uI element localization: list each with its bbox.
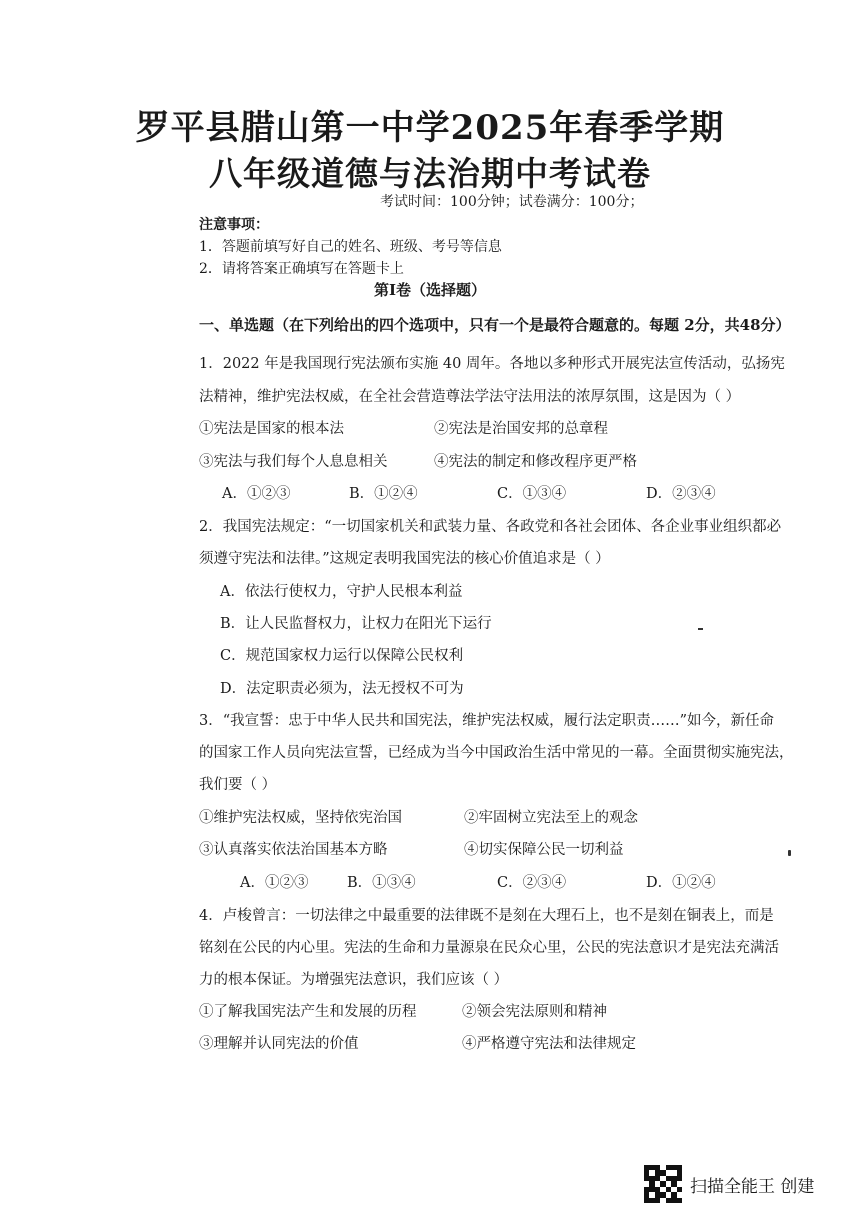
exam-title-line2: 八年级道德与法治期中考试卷 xyxy=(209,154,651,193)
exam-title-line1: 罗平县腊山第一中学2025年春季学期 xyxy=(135,108,725,148)
question-3-stem: 我们要（ ） xyxy=(199,777,277,793)
question-3-statement: ②牢固树立宪法至上的观念 xyxy=(464,810,638,826)
question-1-stem: 1．2022 年是我国现行宪法颁布实施 40 周年。各地以多种形式开展宪法宣传活动，弘扬宪 xyxy=(199,356,785,372)
question-3-choice-a: A．①②③ xyxy=(240,875,309,891)
question-3-statement: ①维护宪法权威，坚持依宪治国 xyxy=(199,810,402,826)
question-2-stem: 2．我国宪法规定：“一切国家机关和武装力量、各政党和各社会团体、各企业事业组织都必 xyxy=(199,519,782,535)
question-2-stem: 须遵守宪法和法律。”这规定表明我国宪法的核心价值追求是（ ） xyxy=(199,551,610,567)
question-1-stem: 法精神，维护宪法权威，在全社会营造尊法学法守法用法的浓厚氛围，这是因为（ ） xyxy=(199,389,741,405)
section-title: 第Ⅰ卷（选择题） xyxy=(373,281,487,299)
scanner-watermark xyxy=(644,1164,814,1204)
question-4-statement: ①了解我国宪法产生和发展的历程 xyxy=(199,1004,417,1020)
question-1-choice-b: B．①②④ xyxy=(349,486,418,502)
note-item: 1．答题前填写好自己的姓名、班级、考号等信息 xyxy=(199,239,502,255)
question-2-choice-c: C．规范国家权力运行以保障公民权利 xyxy=(220,648,464,664)
question-1-statement: ③宪法与我们每个人息息相关 xyxy=(199,454,388,470)
question-4-statement: ②领会宪法原则和精神 xyxy=(462,1004,607,1020)
question-4-statement: ③理解并认同宪法的价值 xyxy=(199,1036,359,1052)
watermark-text: 扫描全能王 创建 xyxy=(690,1176,815,1197)
question-1-statement: ④宪法的制定和修改程序更严格 xyxy=(434,454,637,470)
question-4-statement: ④严格遵守宪法和法律规定 xyxy=(462,1036,636,1052)
scan-speck xyxy=(698,628,703,630)
question-1-statement: ②宪法是治国安邦的总章程 xyxy=(434,421,608,437)
part-heading: 一、单选题（在下列给出的四个选项中，只有一个是最符合题意的。每题 2分，共48分） xyxy=(199,316,791,334)
question-1-choice-c: C．①③④ xyxy=(497,486,567,502)
question-1-choice-a: A．①②③ xyxy=(222,486,291,502)
question-1-choice-d: D．②③④ xyxy=(646,486,716,502)
question-3-stem: 的国家工作人员向宪法宣誓，已经成为当今中国政治生活中常见的一幕。全面贯彻实施宪法， xyxy=(199,745,794,761)
scan-speck xyxy=(788,850,791,856)
qr-code-icon xyxy=(644,1165,682,1203)
question-2-choice-b: B．让人民监督权力，让权力在阳光下运行 xyxy=(220,616,492,632)
question-3-choice-d: D．①②④ xyxy=(646,875,716,891)
notes-title: 注意事项： xyxy=(199,217,269,233)
question-4-stem: 铭刻在公民的内心里。宪法的生命和力量源泉在民众心里，公民的宪法意识才是宪法充满活 xyxy=(199,940,779,956)
question-2-choice-d: D．法定职责必须为，法无授权不可为 xyxy=(220,681,464,697)
exam-info: 考试时间：100分钟；试卷满分：100分； xyxy=(380,194,644,210)
note-item: 2．请将答案正确填写在答题卡上 xyxy=(199,261,404,277)
question-1-statement: ①宪法是国家的根本法 xyxy=(199,421,344,437)
question-4-stem: 力的根本保证。为增强宪法意识，我们应该（ ） xyxy=(199,972,509,988)
question-2-choice-a: A．依法行使权力，守护人民根本利益 xyxy=(220,584,463,600)
question-3-statement: ④切实保障公民一切利益 xyxy=(464,842,624,858)
question-3-stem: 3．“我宣誓：忠于中华人民共和国宪法，维护宪法权威，履行法定职责……”如今，新任命 xyxy=(199,713,775,729)
question-3-choice-c: C．②③④ xyxy=(497,875,567,891)
question-3-statement: ③认真落实依法治国基本方略 xyxy=(199,842,388,858)
question-3-choice-b: B．①③④ xyxy=(347,875,416,891)
question-4-stem: 4．卢梭曾言：一切法律之中最重要的法律既不是刻在大理石上，也不是刻在铜表上，而是 xyxy=(199,908,774,924)
